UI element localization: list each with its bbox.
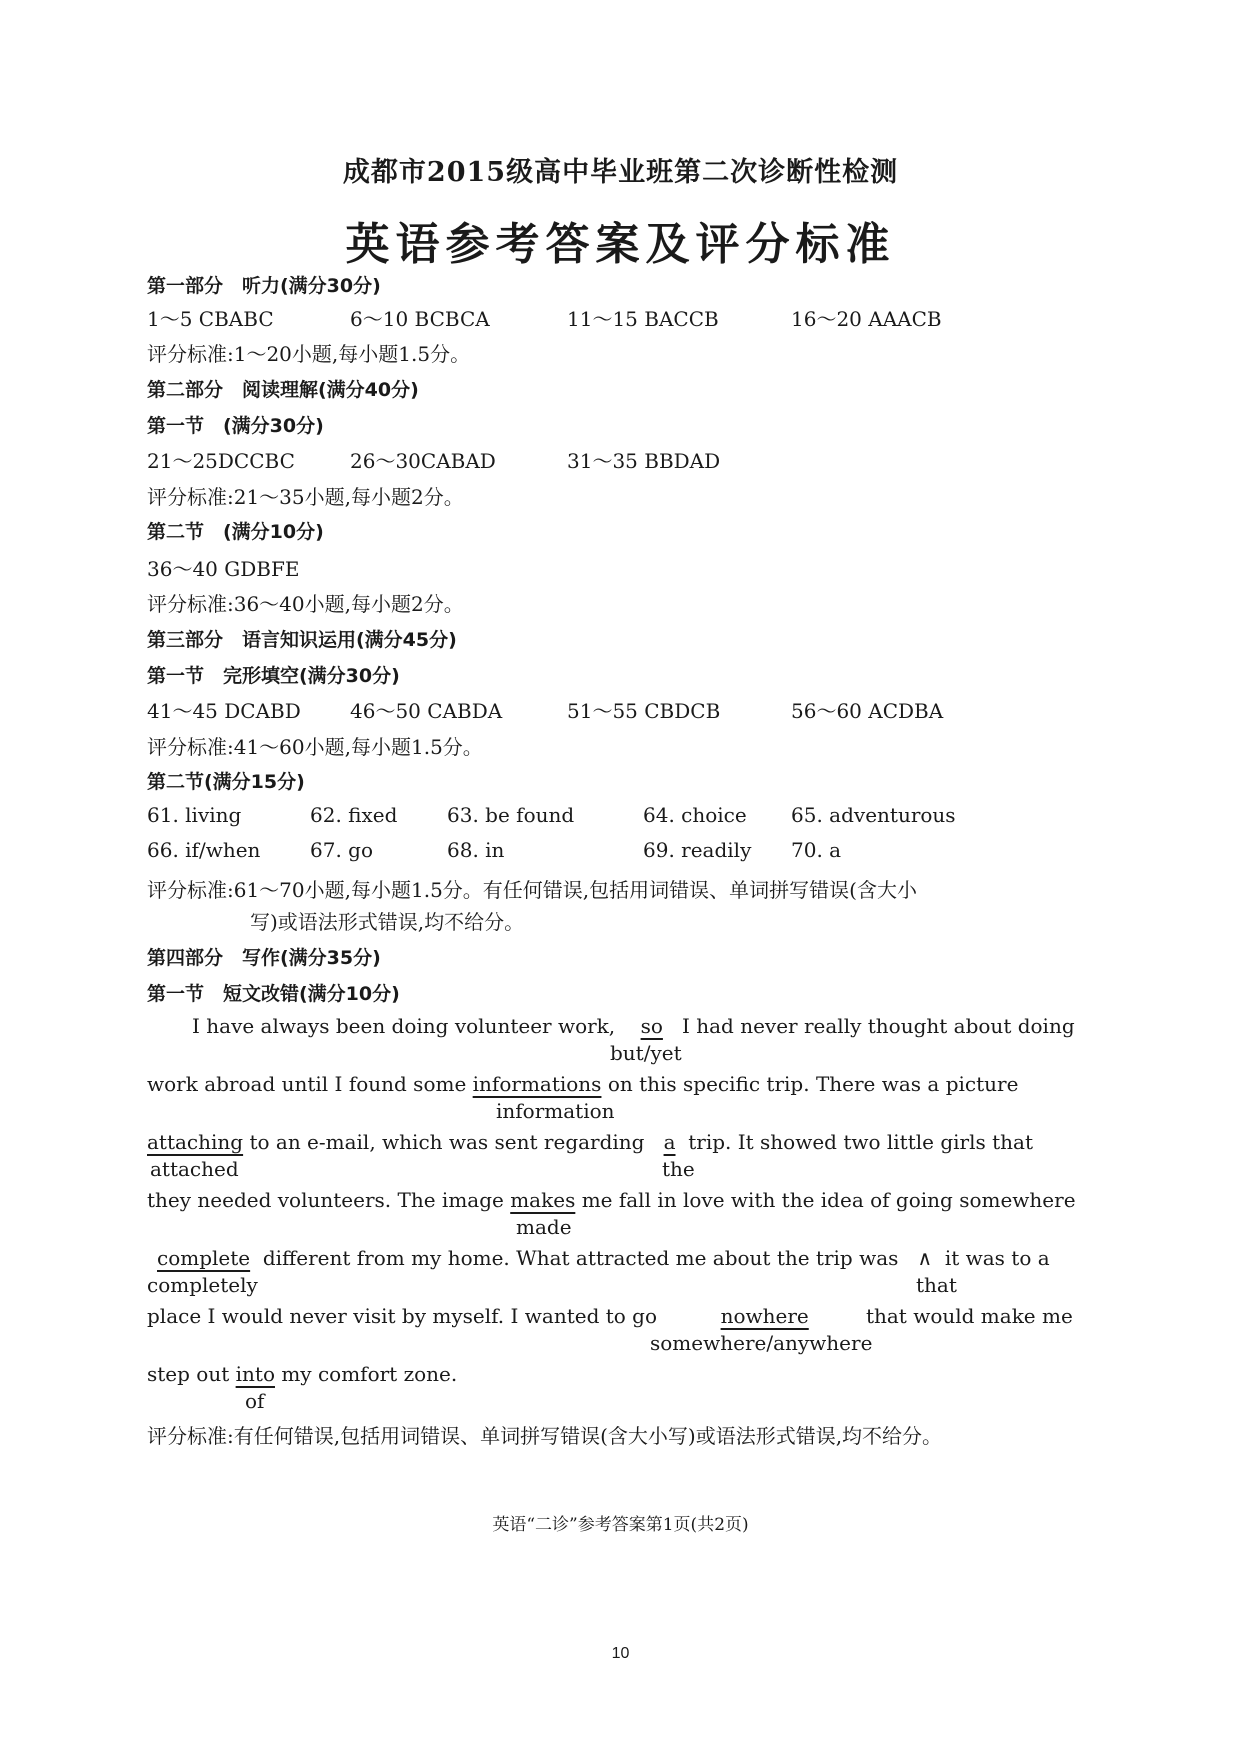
error-word: makes [510,1188,576,1212]
answer-item: 67. go [310,838,374,862]
part2-sec2-heading: 第二节 (满分10分) [147,521,324,543]
part3-sec2-scoring: 评分标准:61～70小题,每小题1.5分。有任何错误,包括用词错误、单词拼写错误(含大小 [147,878,917,902]
part2-sec2-scoring: 评分标准:36～40小题,每小题2分。 [147,592,464,616]
passage-line [192,1014,1075,1038]
document-subtitle: 英语参考答案及评分标准 [345,219,896,270]
passage-text: to an e-mail, which was sent regarding [249,1130,645,1154]
passage-text: me fall in love with the idea of going somewhere [581,1188,1076,1212]
passage-line [147,1188,1076,1212]
answer-group: 26～30CABAD [350,449,496,473]
correction: made [516,1215,572,1239]
error-word: so [640,1014,663,1038]
correction: somewhere/anywhere [650,1331,873,1355]
answer-item: 68. in [447,838,505,862]
part3-sec2-scoring-cont: 写)或语法形式错误,均不给分。 [250,910,525,934]
passage-line [147,1304,1073,1328]
answer-group: 31～35 BBDAD [567,449,721,473]
passage-text: place I would never visit by myself. I wanted to go [147,1304,658,1328]
error-word: attaching [147,1130,244,1154]
passage-text: I had never really thought about doing [681,1014,1075,1038]
answer-item: 61. living [147,803,242,827]
answer-item: 62. fixed [310,803,398,827]
part3-sec1-heading: 第一节 完形填空(满分30分) [147,665,400,687]
answer-item: 69. readily [643,838,752,862]
answer-group: 16～20 AAACB [791,307,942,331]
correction: of [245,1389,265,1413]
error-word: nowhere [720,1304,809,1328]
page-footer: 英语“二诊”参考答案第1页(共2页) [492,1515,749,1535]
part4-heading: 第四部分 写作(满分35分) [147,947,381,969]
answer-item: 70. a [791,838,842,862]
part1-heading: 第一部分 听力(满分30分) [147,275,381,297]
part4-sec1-heading: 第一节 短文改错(满分10分) [147,983,400,1005]
answer-group: 36～40 GDBFE [147,557,300,581]
part2-heading: 第二部分 阅读理解(满分40分) [147,379,419,401]
passage-text: step out [147,1362,230,1386]
passage-text: trip. It showed two little girls that [688,1130,1033,1154]
passage-text: my comfort zone. [281,1362,458,1386]
passage-line [147,1072,1018,1096]
passage-text: work abroad until I found some [147,1072,467,1096]
correction: but/yet [610,1041,682,1065]
part3-heading: 第三部分 语言知识运用(满分45分) [147,629,457,651]
part4-scoring: 评分标准:有任何错误,包括用词错误、单词拼写错误(含大小写)或语法形式错误,均不给分。 [147,1424,943,1448]
correction: completely [147,1273,258,1297]
page-number: 10 [611,1645,630,1662]
passage-line [157,1246,1050,1270]
passage-text: different from my home. What attracted me about the trip was [262,1246,899,1270]
part3-sec2-heading: 第二节(满分15分) [147,771,305,793]
correction: information [496,1099,615,1123]
answer-group: 56～60 ACDBA [791,699,944,723]
answer-group: 41～45 DCABD [147,699,301,723]
answer-group: 46～50 CABDA [350,699,503,723]
passage-text: I have always been doing volunteer work, [192,1014,616,1038]
passage-line [147,1362,457,1386]
error-word: a [663,1130,676,1154]
part2-sec1-heading: 第一节 (满分30分) [147,415,324,437]
passage-text: that would make me [865,1304,1073,1328]
answer-group: 11～15 BACCB [567,307,719,331]
correction: the [662,1157,695,1181]
insert-caret-icon: ∧ [917,1246,933,1270]
passage-text: on this specific trip. There was a picture [607,1072,1019,1096]
answer-item: 63. be found [447,803,575,827]
answer-group: 51～55 CBDCB [567,699,721,723]
answer-group: 6～10 BCBCA [350,307,490,331]
answer-item: 66. if/when [147,838,261,862]
answer-item: 64. choice [643,803,747,827]
part3-sec1-scoring: 评分标准:41～60小题,每小题1.5分。 [147,735,483,759]
correction: that [916,1273,957,1297]
passage-text: they needed volunteers. The image [147,1188,504,1212]
document-title: 成都市2015级高中毕业班第二次诊断性检测 [342,157,899,188]
answer-group: 21～25DCCBC [147,449,295,473]
error-word: informations [472,1072,602,1096]
error-word: into [235,1362,275,1386]
passage-line [147,1130,1033,1154]
passage-text: it was to a [944,1246,1050,1270]
answer-group: 1～5 CBABC [147,307,274,331]
correction: attached [150,1157,239,1181]
answer-item: 65. adventurous [791,803,956,827]
part1-scoring: 评分标准:1～20小题,每小题1.5分。 [147,342,471,366]
part2-sec1-scoring: 评分标准:21～35小题,每小题2分。 [147,485,464,509]
error-word: complete [157,1246,251,1270]
